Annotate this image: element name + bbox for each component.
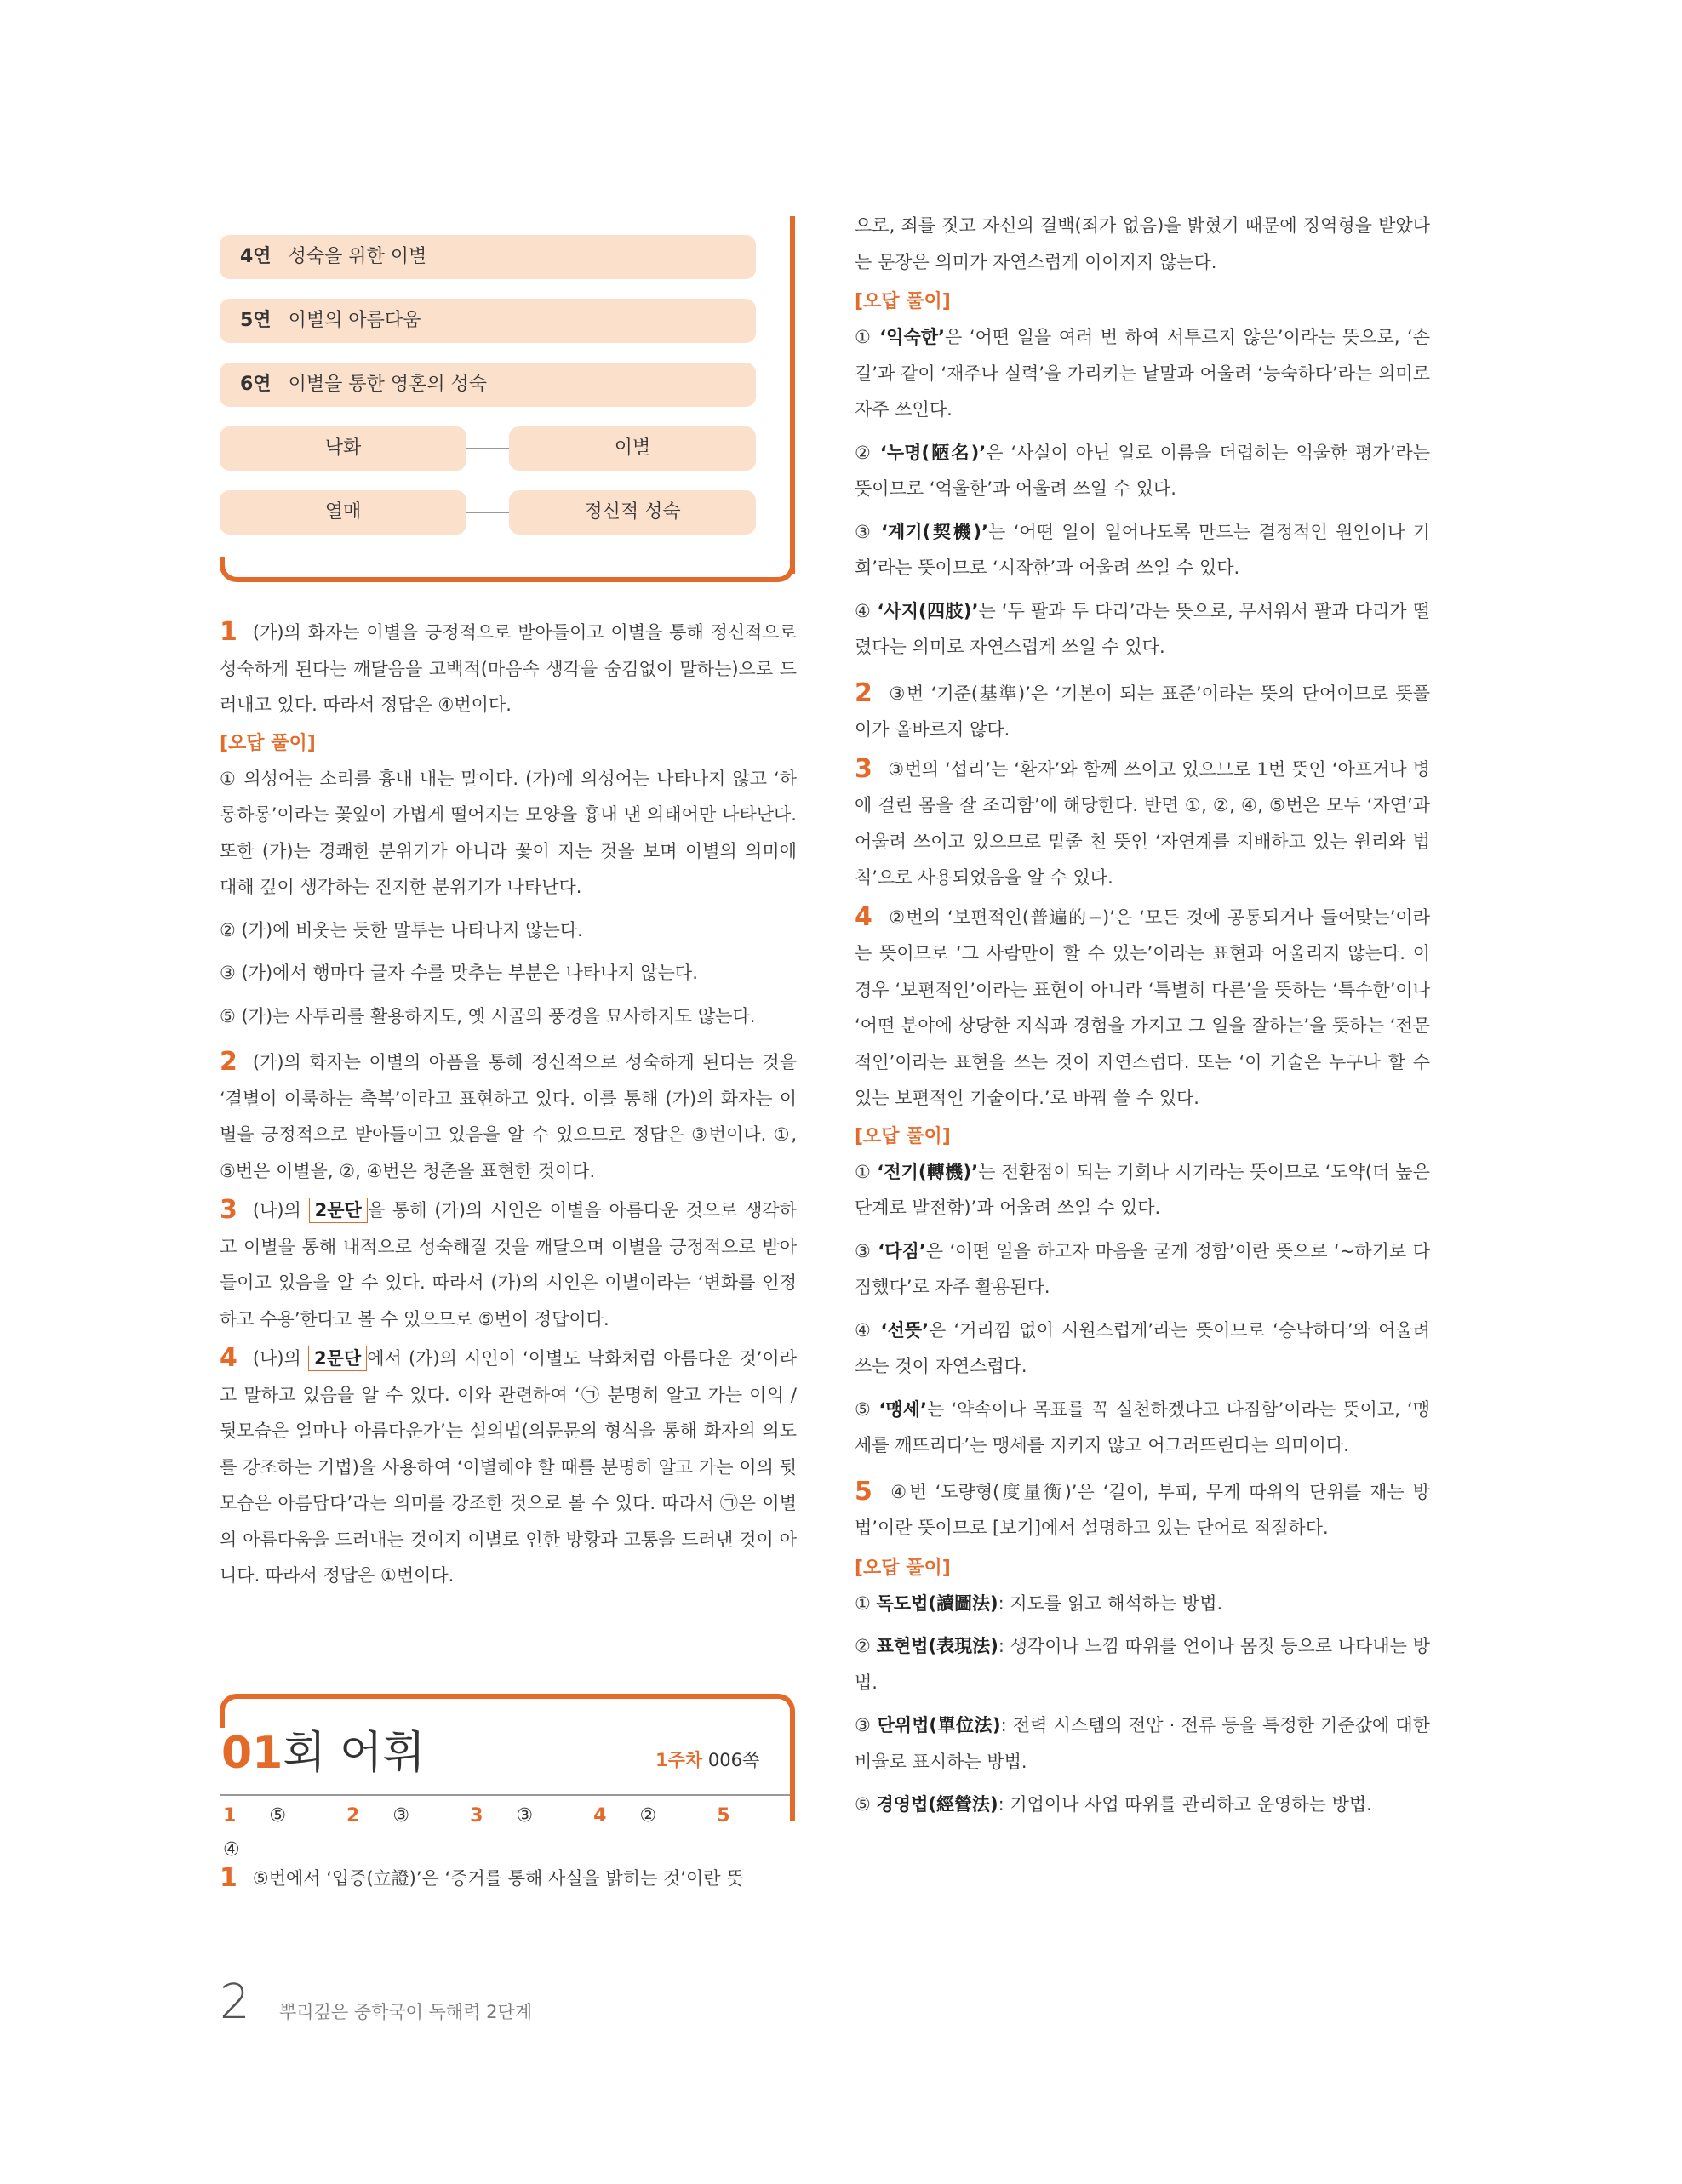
explanation-item [855,1628,1430,1701]
explanation-item [855,593,1430,666]
wrong-answer-heading: [오답 풀이] [855,1125,951,1147]
item-marker: ② [855,442,880,463]
paragraph-tag: 2문단 [309,1198,368,1223]
question-number: 4 [855,901,872,932]
answer-text: ③번의 ‘섭리’는 ‘환자’와 함께 쓰이고 있으므로 1번 뜻인 ‘아프거나 병에 걸린 몸을 잘 조리함’에 해당한다. 반면 ①, ②, ④, ⑤번은 모두 ‘자연’과 어울려 쓰이고 있으므로 밑줄 친 뜻인 ‘자연계를 지배하고 있는 원리와 법칙’으로 사용되었음을 알 수 있다. [855,758,1430,888]
term: 단위법(單位法) [877,1715,1001,1735]
explanation-item [855,1233,1430,1306]
summary-frame-right [790,216,795,574]
answer-text: 에서 (가)의 시인이 ‘이별도 낙화처럼 아름다운 것’이라고 말하고 있음을 알 수 있다. 이와 관련하여 ‘㉠ 분명히 알고 가는 이의 / 뒷모습은 얼마나 아름다운가’는 설의법(의문문의 형식을 통해 화자의 의도를 강조하는 기법)을 사용하여 ‘이별해야 할 때를 분명히 알고 가는 이의 뒷모습은 아름답다’라는 의미를 강조한 것으로 볼 수 있다. 따라서 ㉠은 이별의 아름다움을 드러내는 것이지 이별로 인한 방황과 고통을 드러낸 것이 아니다. 따라서 정답은 ①번이다. [220,1348,797,1586]
answer-text: ④번 ‘도량형(度量衡)’은 ‘길이, 부피, 무게 따위의 단위를 재는 방법’이란 뜻이므로 [보기]에서 설명하고 있는 단어로 적절하다. [855,1481,1430,1538]
item-text: 는 ‘두 팔과 두 다리’라는 뜻으로, 무서워서 팔과 다리가 떨렸다는 의미로 자연스럽게 쓰일 수 있다. [855,600,1430,657]
term: ‘익숙한’ [879,327,946,347]
explanation-item: ③ (가)에서 행마다 글자 수를 맞추는 부분은 나타나지 않는다. [220,963,698,983]
question-number: 1 [220,617,237,647]
answer-3 [855,752,1430,896]
pair-connector [466,512,509,513]
explanation-item [855,1707,1430,1780]
page-number: 2 [220,1975,250,2030]
item-text: 은 ‘사실이 아닌 일로 이름을 더럽히는 억울한 평가’라는 뜻이므로 ‘억울한’과 어울려 쓰일 수 있다. [855,442,1430,499]
item-marker: ① [855,327,880,347]
question-number: 2 [855,677,872,708]
item-text: : 생각이나 느낌 따위를 언어나 몸짓 등으로 나타내는 방법. [855,1636,1430,1693]
answer-key-item [593,1805,684,1827]
wrong-answer-heading: [오답 풀이] [855,1557,951,1579]
term: 경영법(經營法) [876,1794,998,1815]
answer-text: (가)의 화자는 이별을 긍정적으로 받아들이고 이별을 통해 정신적으로 성숙하게 된다는 깨달음을 고백적(마음속 생각을 숨김없이 말하는)으로 드러내고 있다. 따라서 정답은 ④번이다. [220,622,797,715]
answer-key-number: 3 [470,1805,483,1827]
answer-5 [855,1474,1430,1547]
answer-text: ②번의 ‘보편적인(普遍的−)’은 ‘모든 것에 공통되거나 들어맞는’이라는 뜻이므로 ‘그 사람만이 할 수 있는’이라는 표현과 어울리지 않는다. 이 경우 ‘보편적인’이라는 표현이 아니라 ‘특별히 다른’을 뜻하는 ‘특수한’이나 ‘어떤 분야에 상당한 지식과 경험을 가지고 그 일을 잘하는’을 뜻하는 ‘전문적인’이라는 표현을 쓰는 것이 자연스럽다. 또는 ‘이 기술은 누구나 할 수 있는 보편적인 기술이다.’로 바꿔 쓸 수 있다. [855,906,1430,1108]
answer-key-item [223,1805,313,1827]
paragraph-tag: 2문단 [308,1346,367,1371]
answer-4 [855,900,1430,1117]
item-marker: ① [855,1592,877,1614]
item-text: 은 ‘거리낌 없이 시원스럽게’라는 뜻이므로 ‘승낙하다’와 어울려 쓰는 것이 자연스럽다. [855,1319,1430,1376]
left-column [220,615,797,1594]
question-number: 3 [855,753,872,784]
row-label: 4연 [240,246,272,267]
answer-key-number: 1 [223,1805,237,1827]
item-marker: ③ [855,1240,878,1261]
answer-key [223,1799,795,1867]
question-number: 4 [220,1343,237,1373]
vocab-answer-1 [220,1861,797,1897]
pair-connector [466,448,509,449]
answer-2 [855,676,1430,748]
vocab-title [221,1726,426,1781]
answer-3 [220,1192,797,1337]
item-text: 은 ‘어떤 일을 여러 번 하여 서투르지 않은’이라는 뜻으로, ‘손길’과 같이 ‘재주나 실력’을 가리키는 낱말과 어울려 ‘능숙하다’라는 의미로 자주 쓰인다. [855,327,1430,420]
answer-key-value: ② [639,1805,657,1827]
answer-text: 을 통해 (가)의 시인은 이별을 아름다운 것으로 생각하고 이별을 통해 내적으로 성숙해질 것을 깨달으며 이별을 긍정적으로 받아들이고 있음을 알 수 있다. 따라서 (가)의 시인은 이별이라는 ‘변화를 인정하고 수용’한다고 볼 수 있으므로 ⑤번이 정답이다. [220,1200,797,1329]
explanation-item [855,1312,1430,1385]
continued-text: 으로, 죄를 짓고 자신의 결백(죄가 없음)을 밝혔기 때문에 징역형을 받았다는 문장은 의미가 자연스럽게 이어지지 않는다. [855,215,1430,272]
question-number: 2 [220,1047,237,1077]
summary-row [220,363,756,407]
answer-key-number: 4 [593,1805,607,1827]
item-text: 는 ‘어떤 일이 일어나도록 만드는 결정적인 원인이나 기회’라는 뜻이므로 ‘시작한’과 어울려 쓰일 수 있다. [855,521,1430,578]
answer-key-number: 5 [717,1805,730,1827]
summary-row [220,235,756,279]
question-number: 5 [855,1476,872,1507]
answer-key-value: ③ [516,1805,534,1827]
summary-row [220,299,756,343]
page-ref: 006쪽 [707,1750,760,1770]
lesson-number: 01 [221,1728,283,1779]
term: ‘누명(陋名)’ [879,442,987,463]
explanation-item: ① 의성어는 소리를 흉내 내는 말이다. (가)에 의성어는 나타나지 않고 ‘하롱하롱’이라는 꽃잎이 가볍게 떨어지는 모양을 흉내 낸 의태어만 나타난다. 또한 (가)는 경쾌한 분위기가 아니라 꽃이 지는 것을 보며 이별의 의미에 대해 깊이 생각하는 진지한 분위기가 나타난다. [220,768,797,897]
week-page-ref [655,1747,759,1772]
term: 표현법(表現法) [876,1636,998,1656]
week-label: 1주차 [655,1750,703,1770]
explanation-item [855,1392,1430,1464]
vocab-frame-top [220,1694,795,1728]
answer-text: ③번 ‘기준(基準)’은 ‘기본이 되는 표준’이라는 뜻의 단어이므로 뜻풀이가 올바르지 않다. [855,683,1430,740]
wrong-answer-heading: [오답 풀이] [855,291,951,312]
pair-right: 이별 [509,426,756,471]
row-text: 성숙을 위한 이별 [288,246,427,267]
pair-left: 낙화 [220,426,466,471]
pair-left: 열매 [220,490,466,535]
answer-4 [220,1341,797,1594]
answer-key-number: 2 [346,1805,360,1827]
term: ‘사지(四肢)’ [877,600,979,621]
row-label: 6연 [240,374,272,395]
item-text: 는 ‘약속이나 목표를 꼭 실천하겠다고 다짐함’이라는 뜻이고, ‘맹세를 깨뜨리다’는 맹세를 지키지 않고 어그러뜨린다는 의미이다. [855,1398,1430,1455]
question-number: 3 [220,1195,237,1225]
item-marker: ① [855,1161,878,1182]
item-marker: ⑤ [855,1794,877,1815]
term: ‘전기(轉機)’ [877,1161,979,1182]
item-marker: ③ [855,521,882,542]
explanation-item [855,1154,1430,1226]
item-marker: ④ [855,1319,881,1341]
explanation-item [855,435,1430,507]
explanation-item [855,1586,1430,1622]
term: ‘선뜻’ [880,1319,930,1341]
item-text: : 기업이나 사업 따위를 관리하고 운영하는 방법. [998,1794,1372,1815]
explanation-item [855,319,1430,428]
term: ‘다짐’ [878,1240,926,1261]
explanation-item [855,514,1430,586]
item-marker: ④ [855,600,878,621]
explanation-item [855,1787,1430,1823]
question-number: 1 [220,1863,237,1893]
explanation-item: ⑤ (가)는 사투리를 활용하지도, 옛 시골의 풍경을 묘사하지도 않는다. [220,1005,756,1026]
term: 독도법(讀圖法) [876,1592,998,1614]
term: ‘계기(契機)’ [881,521,988,542]
item-text: : 전력 시스템의 전압 · 전류 등을 특정한 기준값에 대한 비율로 표시하는 방법. [855,1715,1430,1772]
divider [220,1794,790,1796]
term: ‘맹세’ [878,1398,928,1420]
answer-text-line [220,1861,797,1897]
answer-key-value: ④ [223,1839,240,1861]
summary-frame-bottom [220,557,795,582]
explanation-item: ② (가)에 비웃는 듯한 말투는 나타나지 않는다. [220,919,583,940]
item-text: : 지도를 읽고 해석하는 방법. [998,1592,1223,1614]
pair-right: 정신적 성숙 [509,490,756,535]
row-text: 이별의 아름다움 [288,310,421,331]
lesson-title: 회 어휘 [283,1728,426,1779]
answer-text: (나)의 [252,1348,309,1369]
answer-1 [220,615,797,723]
item-text: 는 전환점이 되는 기회나 시기라는 뜻이므로 ‘도약(더 높은 단계로 발전함)’과 어울려 쓰일 수 있다. [855,1161,1430,1218]
answer-key-item [470,1805,560,1827]
answer-key-item [346,1805,437,1827]
summary-box [220,216,795,582]
answer-key-value: ⑤ [269,1805,287,1827]
item-marker: ③ [855,1715,878,1735]
item-marker: ② [855,1636,877,1656]
answer-text: (가)의 화자는 이별의 아픔을 통해 정신적으로 성숙하게 된다는 것을 ‘결별이 이룩하는 축복’이라고 표현하고 있다. 이를 통해 (가)의 화자는 이별을 긍정적으로 받아들이고 있음을 알 수 있으므로 정답은 ③번이다. ①, ⑤번은 이별을, ②, ④번은 청춘을 표현한 것이다. [220,1052,797,1181]
wrong-answer-heading: [오답 풀이] [220,732,316,754]
answer-key-value: ③ [392,1805,410,1827]
answer-text: ⑤번에서 ‘입증(立證)’은 ‘증거를 통해 사실을 밝히는 것’이란 뜻 [252,1868,744,1889]
answer-2 [220,1044,797,1189]
book-title: 뿌리깊은 중학국어 독해력 2단계 [279,2002,533,2022]
vocab-section-header [220,1694,795,1861]
row-label: 5연 [240,310,272,331]
item-text: 은 ‘어떤 일을 하고자 마음을 굳게 정함’이란 뜻으로 ‘~하기로 다짐했다’로 자주 활용된다. [855,1240,1430,1297]
row-text: 이별을 통한 영혼의 성숙 [288,374,488,395]
answer-text: (나)의 [252,1200,309,1221]
item-marker: ⑤ [855,1398,879,1420]
right-column [855,208,1430,1823]
